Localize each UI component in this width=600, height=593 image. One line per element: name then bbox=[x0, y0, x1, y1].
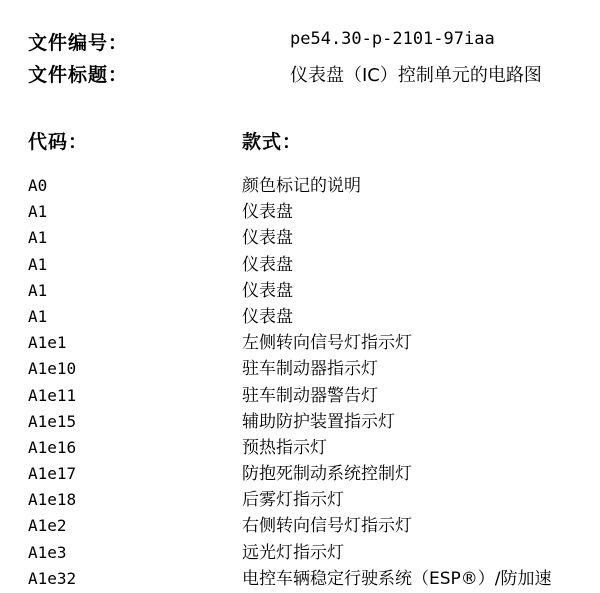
table-row bbox=[0, 253, 600, 279]
table-row bbox=[0, 226, 600, 252]
table-row bbox=[0, 200, 600, 226]
row-code: A1 bbox=[28, 306, 48, 326]
row-style: 仪表盘 bbox=[242, 254, 293, 275]
row-code: A1 bbox=[28, 280, 48, 300]
code-table bbox=[0, 174, 600, 593]
row-code: A0 bbox=[28, 176, 48, 195]
table-row bbox=[0, 357, 600, 383]
table-row bbox=[0, 279, 600, 305]
row-code: A1e10 bbox=[28, 359, 77, 379]
row-style: 驻车制动器指示灯 bbox=[242, 359, 378, 380]
table-row bbox=[0, 514, 600, 540]
row-code: A1e17 bbox=[28, 464, 77, 484]
table-row bbox=[0, 410, 600, 436]
row-style: 远光灯指示灯 bbox=[242, 542, 344, 563]
row-code: A1e3 bbox=[28, 542, 67, 562]
row-code: A1e1 bbox=[28, 333, 67, 353]
table-row bbox=[0, 384, 600, 410]
row-code: A1e15 bbox=[28, 411, 77, 431]
row-code: A1e2 bbox=[28, 516, 67, 536]
row-code: A1 bbox=[28, 254, 48, 274]
row-code: A1e16 bbox=[28, 437, 77, 457]
row-style: 预热指示灯 bbox=[242, 437, 327, 458]
row-style: 左侧转向信号灯指示灯 bbox=[242, 333, 412, 354]
row-style: 仪表盘 bbox=[242, 202, 293, 223]
table-row bbox=[0, 541, 600, 567]
table-row bbox=[0, 462, 600, 488]
file-title-value: 仪表盘（IC）控制单元的电路图 bbox=[290, 65, 542, 86]
code-column-header: 代码： bbox=[28, 131, 89, 153]
file-number-label: 文件编号： bbox=[28, 32, 129, 54]
row-style: 驻车制动器警告灯 bbox=[242, 385, 378, 406]
row-code: A1 bbox=[28, 202, 48, 222]
row-style: 仪表盘 bbox=[242, 280, 293, 301]
table-row bbox=[0, 174, 600, 200]
row-style: 仪表盘 bbox=[242, 306, 293, 327]
table-row bbox=[0, 488, 600, 514]
row-code: A1e11 bbox=[28, 385, 77, 405]
row-code: A1 bbox=[28, 228, 48, 248]
file-title-label: 文件标题： bbox=[28, 64, 129, 86]
row-code: A1e18 bbox=[28, 490, 77, 510]
row-style: 电控车辆稳定行驶系统（ESP®）/防加速 bbox=[242, 568, 552, 589]
table-row bbox=[0, 331, 600, 357]
row-style: 右侧转向信号灯指示灯 bbox=[242, 516, 412, 537]
row-style: 辅助防护装置指示灯 bbox=[242, 411, 395, 432]
row-style: 后雾灯指示灯 bbox=[242, 490, 344, 511]
row-style: 颜色标记的说明 bbox=[242, 176, 361, 196]
row-style: 仪表盘 bbox=[242, 228, 293, 249]
table-row bbox=[0, 436, 600, 462]
row-code: A1e32 bbox=[28, 568, 77, 588]
row-style: 防抱死制动系统控制灯 bbox=[242, 464, 412, 485]
style-column-header: 款式： bbox=[242, 131, 303, 153]
table-row bbox=[0, 567, 600, 593]
table-row bbox=[0, 305, 600, 331]
file-number-value: pe54.30-p-2101-97iaa bbox=[290, 29, 495, 49]
